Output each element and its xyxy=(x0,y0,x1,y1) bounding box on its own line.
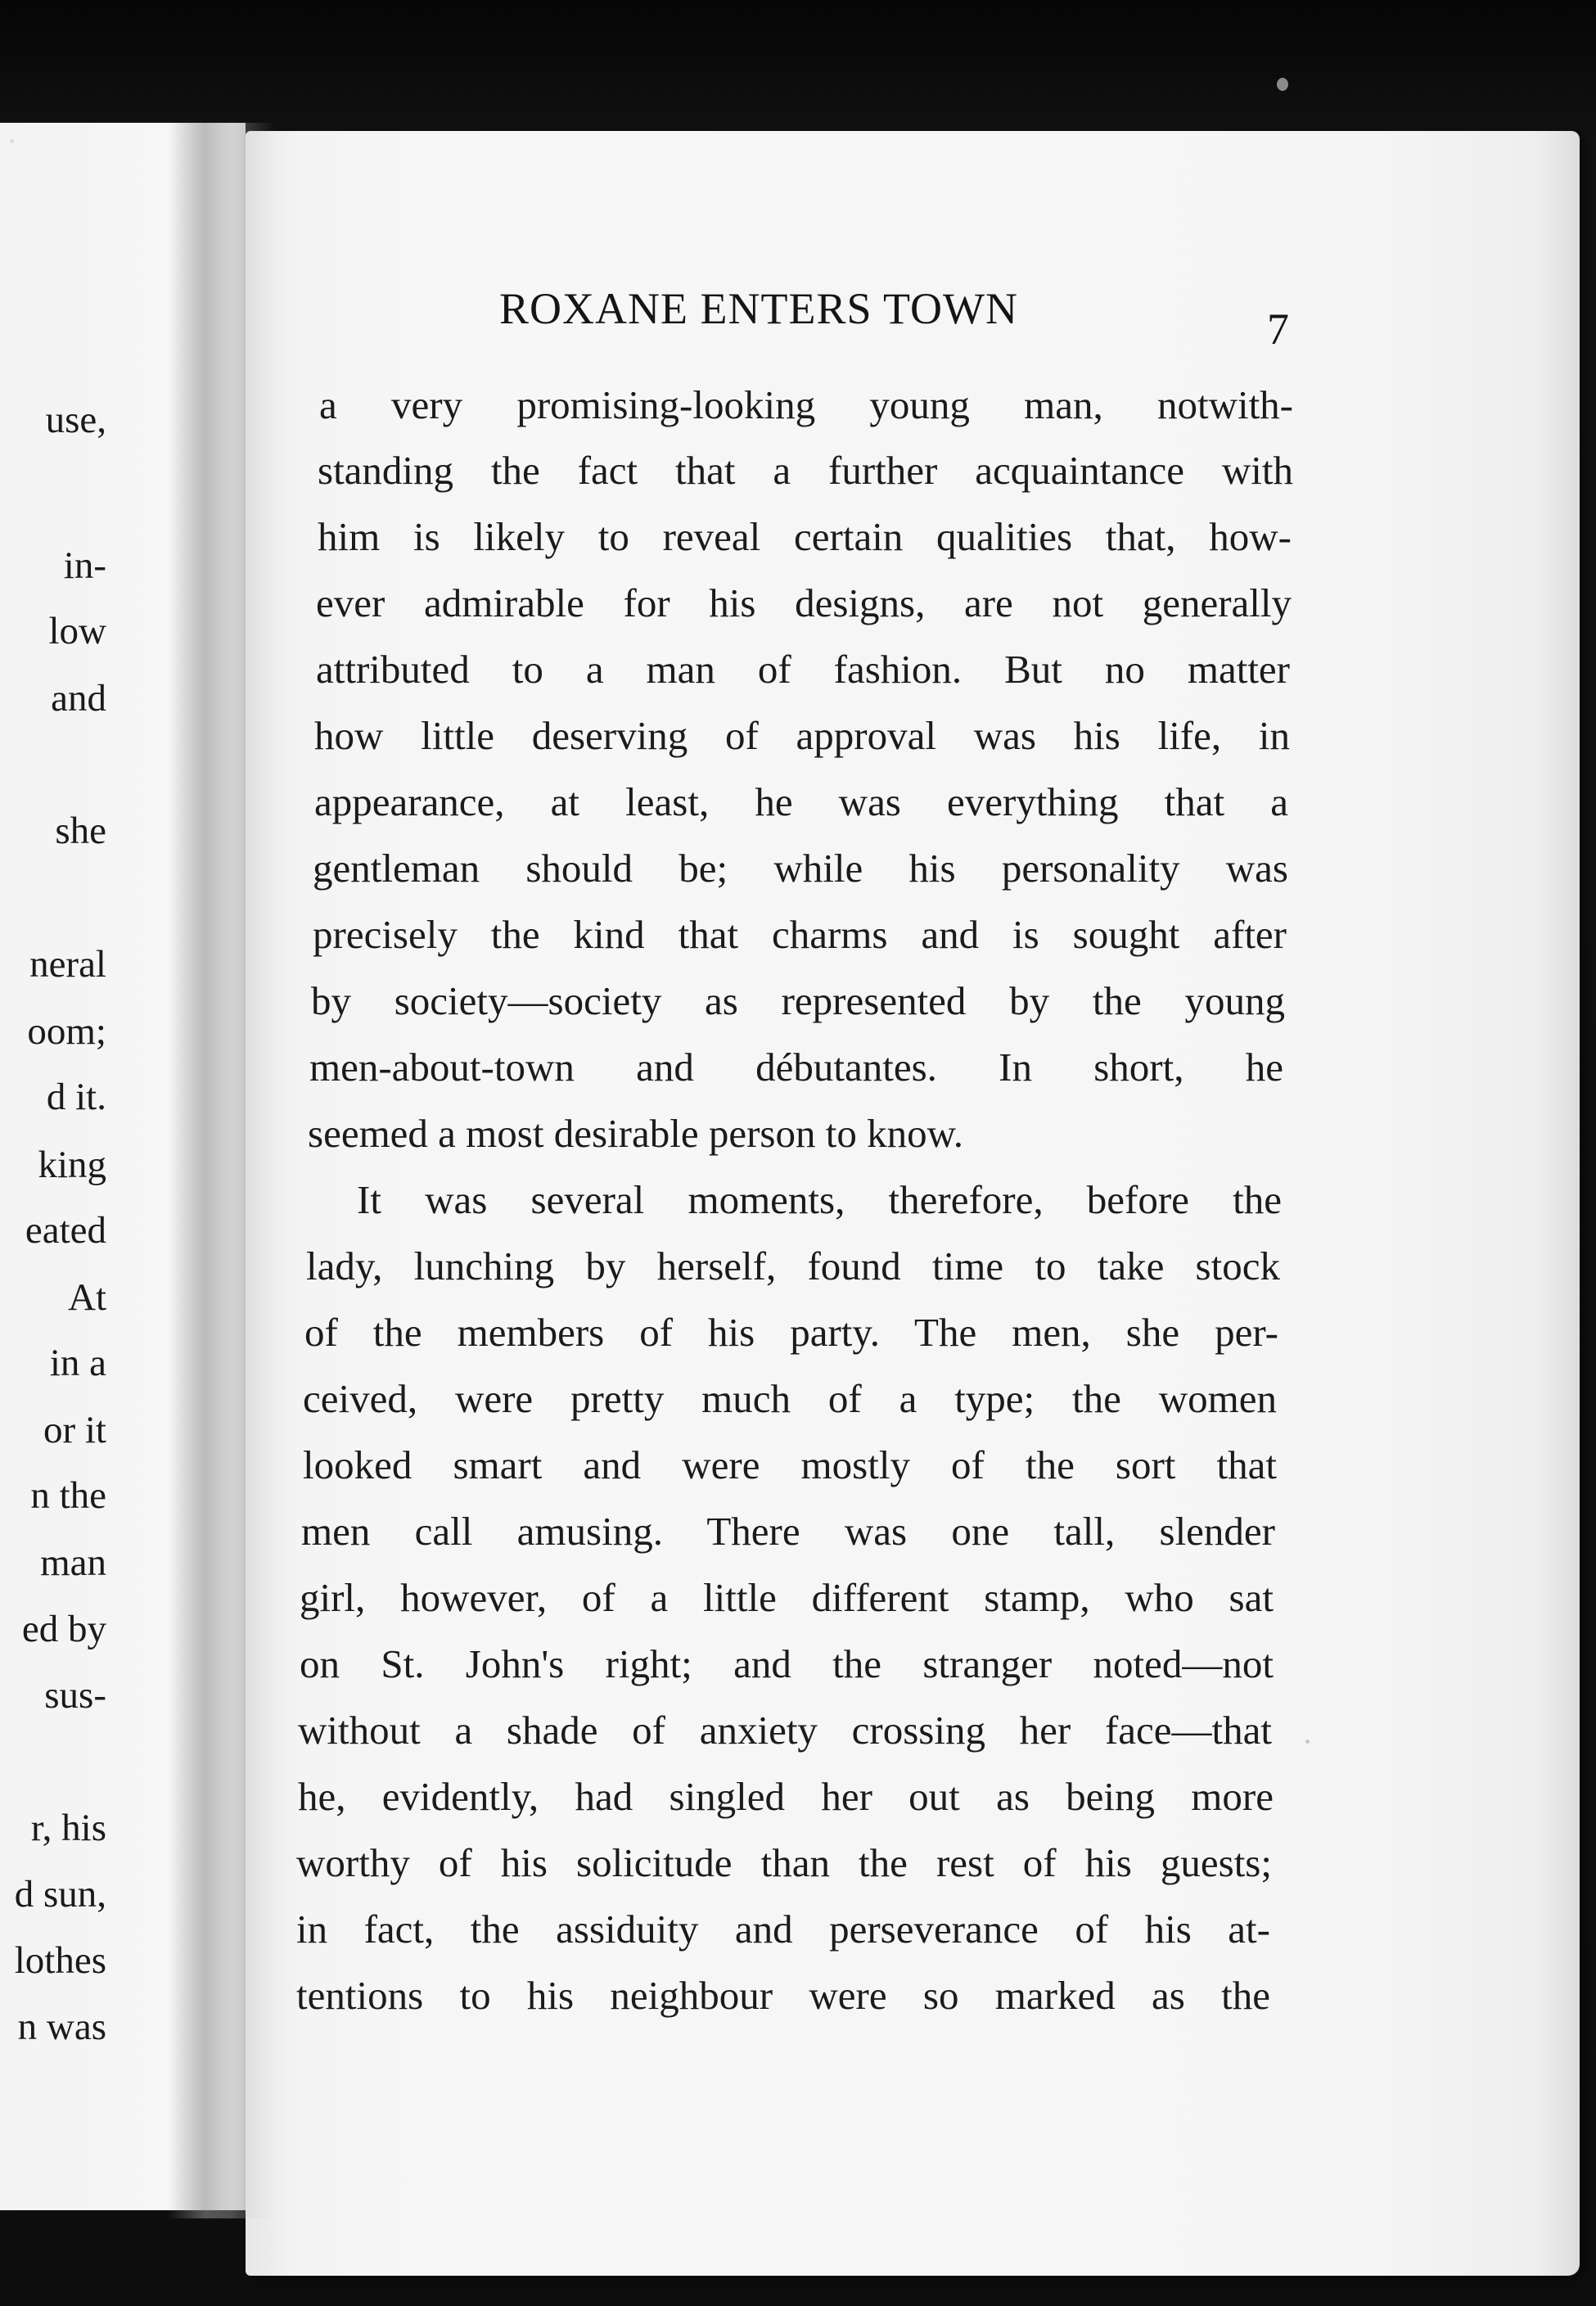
left-line-fragment: d sun, xyxy=(14,1873,106,1916)
left-line-fragment: man xyxy=(40,1541,106,1584)
text-line: by society—society as represented by the young xyxy=(311,978,1285,1023)
text-line: looked smart and were mostly of the sort that xyxy=(303,1442,1277,1487)
text-line: girl, however, of a little different stamp, who sat xyxy=(300,1575,1274,1620)
left-line-fragment: low xyxy=(48,610,106,652)
text-line: ever admirable for his designs, are not generally xyxy=(316,580,1292,625)
text-line: lady, lunching by herself, found time to take stock xyxy=(306,1243,1280,1288)
book-gutter-shadow xyxy=(168,123,274,2218)
text-line: worthy of his solicitude than the rest of his guests; xyxy=(296,1840,1272,1885)
scan-speck xyxy=(10,139,14,143)
left-line-fragment: in- xyxy=(63,544,106,587)
left-line-fragment: king xyxy=(38,1144,106,1186)
text-line: men-about-town and débutantes. In short, he xyxy=(309,1045,1283,1090)
text-line: he, evidently, had singled her out as being more xyxy=(298,1774,1274,1819)
text-line: attributed to a man of fashion. But no matter xyxy=(316,647,1290,692)
text-line: a very promising-looking young man, notwith- xyxy=(319,382,1293,427)
left-line-fragment: lothes xyxy=(14,1939,106,1982)
left-line-fragment: or it xyxy=(43,1409,106,1451)
text-line: precisely the kind that charms and is sought after xyxy=(313,912,1287,957)
text-line: appearance, at least, he was everything that a xyxy=(314,779,1288,824)
scan-speck xyxy=(1277,78,1288,91)
text-line: gentleman should be; while his personality was xyxy=(313,846,1288,891)
text-line: It was several moments, therefore, before the xyxy=(357,1177,1282,1222)
scan-speck xyxy=(1305,1740,1310,1744)
left-line-fragment: neral xyxy=(29,943,106,986)
left-line-fragment: sus- xyxy=(44,1674,106,1717)
text-line: in fact, the assiduity and perseverance of his at- xyxy=(296,1907,1270,1952)
left-line-fragment: n was xyxy=(17,2006,106,2048)
left-line-fragment: she xyxy=(55,810,106,852)
text-line: how little deserving of approval was his life, in xyxy=(314,713,1290,758)
text-line: ceived, were pretty much of a type; the women xyxy=(303,1376,1277,1421)
left-line-fragment: ed by xyxy=(21,1608,106,1650)
text-line: on St. John's right; and the stranger noted—not xyxy=(300,1641,1274,1686)
left-line-fragment: use, xyxy=(45,399,106,441)
left-line-fragment: r, his xyxy=(30,1807,106,1849)
left-line-fragment: eated xyxy=(25,1209,106,1252)
left-line-fragment: and xyxy=(51,677,106,720)
text-line: him is likely to reveal certain qualities that, how- xyxy=(318,514,1292,559)
text-line: tentions to his neighbour were so marked as the xyxy=(296,1973,1270,2018)
left-line-fragment: n the xyxy=(30,1474,106,1517)
left-line-fragment: in a xyxy=(49,1342,106,1384)
text-line: without a shade of anxiety crossing her face—that xyxy=(298,1708,1272,1753)
text-line: standing the fact that a further acquaintance with xyxy=(318,448,1293,493)
text-line: of the members of his party. The men, she per- xyxy=(304,1310,1278,1355)
page-number: 7 xyxy=(1267,305,1289,354)
running-head: ROXANE ENTERS TOWN xyxy=(499,284,1018,333)
left-line-fragment: d it. xyxy=(46,1076,106,1118)
left-line-fragment: oom; xyxy=(27,1010,106,1053)
left-line-fragment: At xyxy=(68,1276,106,1319)
text-line: men call amusing. There was one tall, slender xyxy=(301,1509,1275,1554)
text-line: seemed a most desirable person to know. xyxy=(308,1111,964,1156)
